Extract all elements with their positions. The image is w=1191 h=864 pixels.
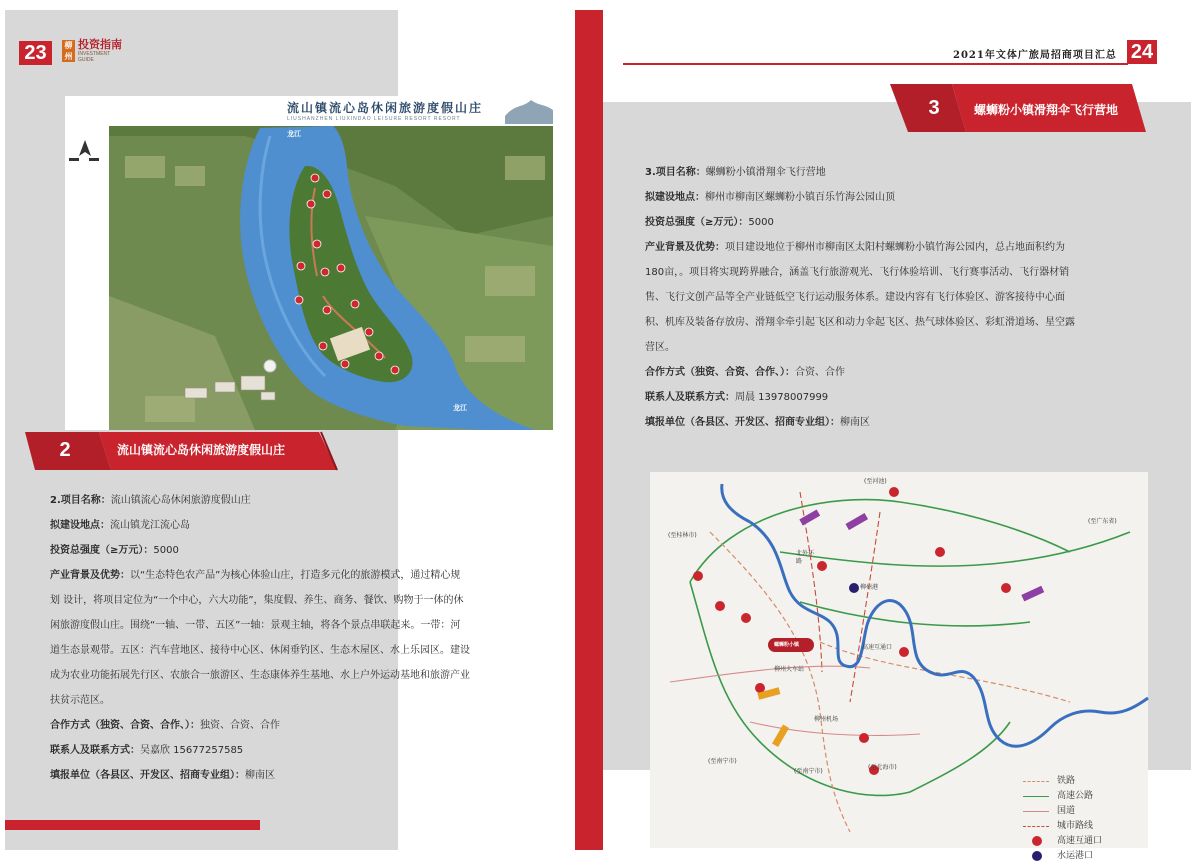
label-to-guangdong: (至广东省) [1088,518,1117,525]
project-background-line: 道生态景观带。五区：汽车营地区、接待中心区、休闲垂钓区、生态木屋区、水上乐园区。建设 [50,645,470,656]
resort-plan-map [65,96,553,430]
section-number: 2 [59,439,71,461]
project-cooperation-row: 合作方式（独资、合资、合作、）：合资、合作 [645,367,845,378]
logo-title: 投资指南 [78,38,122,51]
project-details-right [645,160,1145,435]
label-interchange: 高速互通口 [862,644,893,651]
river-label-top: 龙江 [287,130,301,138]
project-background-line: 成为农业功能拓展先行区、农旅合一旅游区、生态康体养生基地、水上户外运动基地和旅游产业 [50,670,470,681]
legend-item: 高速公路 [1023,789,1133,804]
legend-item: 国道 [1023,804,1133,819]
page-number-right: 24 [1127,40,1157,64]
footer-red-bar [5,820,260,830]
label-to-beihai: (至北海市) [868,764,897,771]
river-label-bottom: 龙江 [453,404,467,412]
legend-item: 水运港口 [1023,849,1133,864]
project-contact-row: 联系人及联系方式：吴嘉欣 15677257585 [50,745,244,756]
label-north-ring: 北外环路 [796,550,815,565]
section-banner-3 [890,84,1146,124]
north-arrow-icon [79,140,91,156]
project-site-row: 拟建设地点：柳州市柳南区螺蛳粉小镇百乐竹海公园山顶 [645,192,895,203]
project-background-line: 营区。 [645,342,675,353]
label-to-nanning: (至南宁市) [708,758,737,765]
label-site: 螺蛳粉小镇 [774,642,800,648]
label-to-nanning-2: (至南宁市) [794,768,823,775]
project-background-line: 售、飞行文创产品等全产业链低空飞行运动服务体系。建设内容有飞行体验区、游客接待中心面 [645,292,1065,303]
scale-bar-icon [69,158,109,161]
legend-item: 高速互通口 [1023,834,1133,849]
railway-dash-icon [1023,781,1049,782]
port-dot-icon [1032,851,1042,861]
label-airport: 柳州机场 [814,716,839,723]
legend-item: 城市路线 [1023,819,1133,834]
project-background-line: 180亩，。项目将实现跨界融合，涵盖飞行旅游观光、飞行体验培训、飞行赛事活动、飞行器材销 [645,267,1070,278]
label-port: 柳州港 [860,584,879,591]
map-title: 流山镇流心岛休闲旅游度假山庄 [287,101,484,115]
national-road-line-icon [1023,811,1049,812]
regional-traffic-map [650,472,1148,861]
interchange-dot-icon [1032,836,1042,846]
project-details-left [50,488,550,788]
label-to-guilin: (至桂林市) [668,532,697,539]
expressway-line-icon [1023,796,1049,797]
label-to-hechi: (至河池) [864,478,887,485]
book-spine [575,10,603,850]
investment-guide-logo [62,38,132,66]
project-contact-row: 联系人及联系方式：周晨 13978007999 [645,392,829,403]
page-number-left: 23 [19,41,52,65]
city-route-dash-icon [1023,826,1049,827]
section-number: 3 [928,97,940,119]
resort-plan-image [65,96,553,430]
project-unit-row: 填报单位（各县区、开发区、招商专业组）：柳南区 [50,770,275,781]
project-unit-row: 填报单位（各县区、开发区、招商专业组）：柳南区 [645,417,870,428]
project-investment-row: 投资总强度（≥万元）：5000 [50,545,179,556]
section-title: 螺蛳粉小镇滑翔伞飞行营地 [974,103,1119,117]
project-background-line: 产业背景及优势：以“生态特色农产品”为核心体验山庄，打造多元化的旅游模式，通过精心规 [50,570,461,581]
project-investment-row: 投资总强度（≥万元）：5000 [645,217,774,228]
project-name-row: 2.项目名称：流山镇流心岛休闲旅游度假山庄 [50,495,251,506]
logo-subtitle: INVESTMENT GUIDE [78,51,111,63]
page-margin [0,0,5,854]
legend-item: 铁路 [1023,774,1133,789]
map-legend [1023,774,1133,864]
project-site-row: 拟建设地点：流山镇龙江流心岛 [50,520,190,531]
header-rule [623,63,1128,65]
project-background-line: 积、机库及装备存放房、滑翔伞牵引起飞区和动力伞起飞区、热气球体验区、彩虹滑道场、星空露 [645,317,1075,328]
section-banner-2 [21,430,337,470]
project-background-line: 划 设计，将项目定位为“一个中心，六大功能”，集度假、养生、商务、餐饮、购物于一体的休 [50,595,464,606]
project-background-line: 扶贫示范区。 [50,695,110,706]
section-title: 流山镇流心岛休闲旅游度假山庄 [117,443,286,457]
project-background-line: 闲旅游度假山庄。围绕“一轴、一带、五区”一轴：景观主轴，将各个景点串联起来。一带：河 [50,620,461,631]
logo-mark: 柳州 [62,40,75,62]
label-rail-station: 柳州火车站 [774,666,805,673]
project-name-row: 3.项目名称：螺蛳粉小镇滑翔伞飞行营地 [645,167,826,178]
map-subtitle: LIUSHANZHEN LIUXINDAO LEISURE RESORT RESORT [287,116,461,122]
header-title: 2021年文体广旅局招商项目汇总 [953,50,1117,61]
project-background-line: 产业背景及优势：项目建设地位于柳州市柳南区太阳村螺蛳粉小镇竹海公园内，总占地面积约为 [645,242,1065,253]
project-cooperation-row: 合作方式（独资、合资、合作、）：独资、合资、合作 [50,720,280,731]
